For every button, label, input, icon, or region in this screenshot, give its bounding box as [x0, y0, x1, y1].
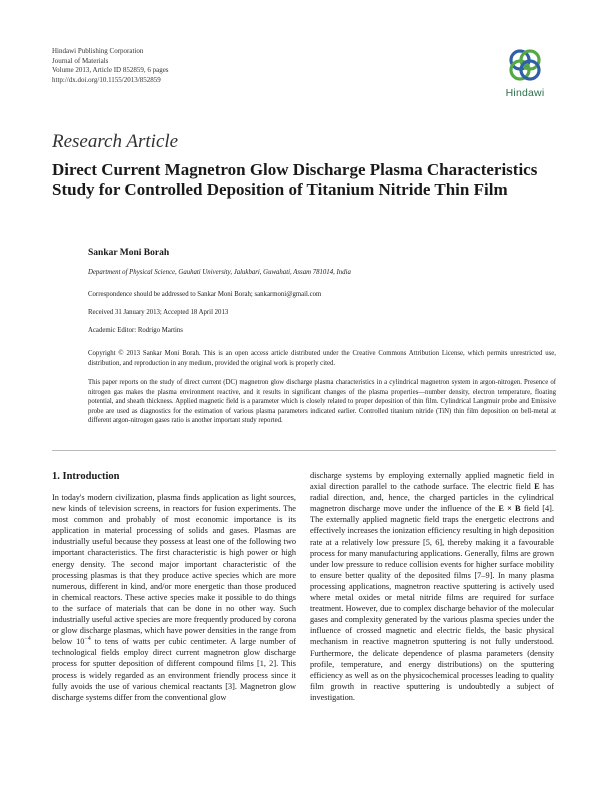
article-type: Research Article [52, 131, 179, 152]
copyright-notice: Copyright © 2013 Sankar Moni Borah. This is an open access article distributed under the Creative Commons Attribution License, which permits unrestricted use, distribution, and reproduction in any medium, provided the original work is properly cited. [88, 350, 556, 367]
intro-text-a: In today's modern civilization, plasma finds application as light sources, new kinds of television screens, in reactors for fusion experiments. The most common and probably of most economic importance is its application in material processing of solids and gases. Plasmas are industrially useful because they possess at least one of the following two important characteristics. The first characteristic is high power or high energy density. The second major important characteristic of the processing plasmas is that they produce active species which are more numerous, different in kind, and/or more energetic than those produced in chemical reactors. These active species make it possible to do things to the surface of materials that can be done in no other way. Such industrially useful active species are more frequently produced by corona or glow discharge plasmas, which have power densities in the range from below 10 [52, 493, 296, 647]
hindawi-logo [496, 44, 554, 99]
left-column [52, 471, 296, 703]
intro-text-b: to tens of watts per cubic centimeter. A large number of technological fields employ direct current magnetron glow discharge process for sputter deposition of different compound films [1, 2]. This process is widely regarded as an environment friendly process since it fully avoids the use of various chemical reactants [3]. Magnetron glow discharge systems differ from the conventional glow [52, 637, 297, 702]
doi-link[interactable]: http://dx.doi.org/10.1155/2013/852859 [52, 75, 161, 84]
received-accepted-dates: Received 31 January 2013; Accepted 18 April 2013 [88, 309, 229, 316]
exb-symbol: E × B [498, 504, 521, 514]
intro-text-d: has radial direction, and, hence, the charged particles in the cylindrical magnetron discharge move under the influence of the [310, 482, 554, 514]
author-name: Sankar Moni Borah [88, 248, 170, 258]
intro-paragraph-right [310, 470, 554, 703]
logo-wordmark: Hindawi [505, 87, 545, 99]
volume-info: Volume 2013, Article ID 852859, 6 pages [52, 66, 169, 74]
hindawi-rings-icon [504, 44, 546, 86]
electric-field-symbol: E [534, 482, 540, 492]
publication-info [52, 47, 169, 85]
intro-paragraph-left [52, 492, 296, 703]
section-heading-introduction: 1. Introduction [52, 471, 120, 482]
intro-text-e: field [4]. The externally applied magnetic field traps the energetic electrons and effectively increases the ionization efficiency resulting in high deposition rate at a relatively low pressure [5, 6], thereby making it a favourable process for many manufacturing applications. Generally, films are grown under low pressure to reduce collision events for higher surface mobility to ensure better quality of the deposited films [7–9]. In many plasma processing applications, magnetron reactive sputtering is actively used where metal oxides or metal nitride films are required for surface treatment. However, due to complex discharge behavior of the molecular gases and complexity generated by the various plasma species under the influence of crossed magnetic and electric fields, the basic physical mechanism in reactive magnetron sputtering is not fully understood. Furthermore, the delicate dependence of plasma parameters (density profile, temperature, and energy distributions) on the sputtering efficiency as well as on the physicochemical processes leading to quality film growth in reactive sputtering is undoubtedly a subject of investigation. [310, 504, 555, 702]
exponent: −4 [84, 636, 91, 643]
article-title: Direct Current Magnetron Glow Discharge Plasma Characteristics Study for Controlled Deposition of Titanium Nitride Thin Film [52, 160, 538, 199]
affiliation: Department of Physical Science, Gauhati University, Jalukbari, Guwahati, Assam 781014, India [88, 269, 351, 276]
journal-name: Journal of Materials [52, 56, 109, 65]
abstract: This paper reports on the study of direct current (DC) magnetron glow discharge plasma characteristics in a cylindrical magnetron system in argon-nitrogen. Presence of nitrogen gas makes the plasma environment reactive, and it results in significant changes of the plasma properties—number density, electron temperature, floating potential, and sheath thickness. Applied magnetic field is a parameter which is closely related to proper deposition of thin film. Cylindrical Langmuir probe and Emissive probe are used as diagnostics for the estimation of various plasma parameters indicated earlier. Controlled titanium nitride (TiN) thin film deposition on bell-metal at different argon-nitrogen gases ratio is another important study reported. [88, 379, 556, 424]
academic-editor: Academic Editor: Rodrigo Martins [88, 327, 183, 334]
publisher-name: Hindawi Publishing Corporation [52, 47, 144, 55]
correspondence: Correspondence should be addressed to Sankar Moni Borah; sankarmoni@gmail.com [88, 291, 322, 298]
section-divider [52, 450, 556, 451]
intro-text-c: discharge systems by employing externally applied magnetic field in axial direction parallel to the cathode surface. The electric field [310, 471, 554, 492]
right-column [310, 470, 554, 703]
